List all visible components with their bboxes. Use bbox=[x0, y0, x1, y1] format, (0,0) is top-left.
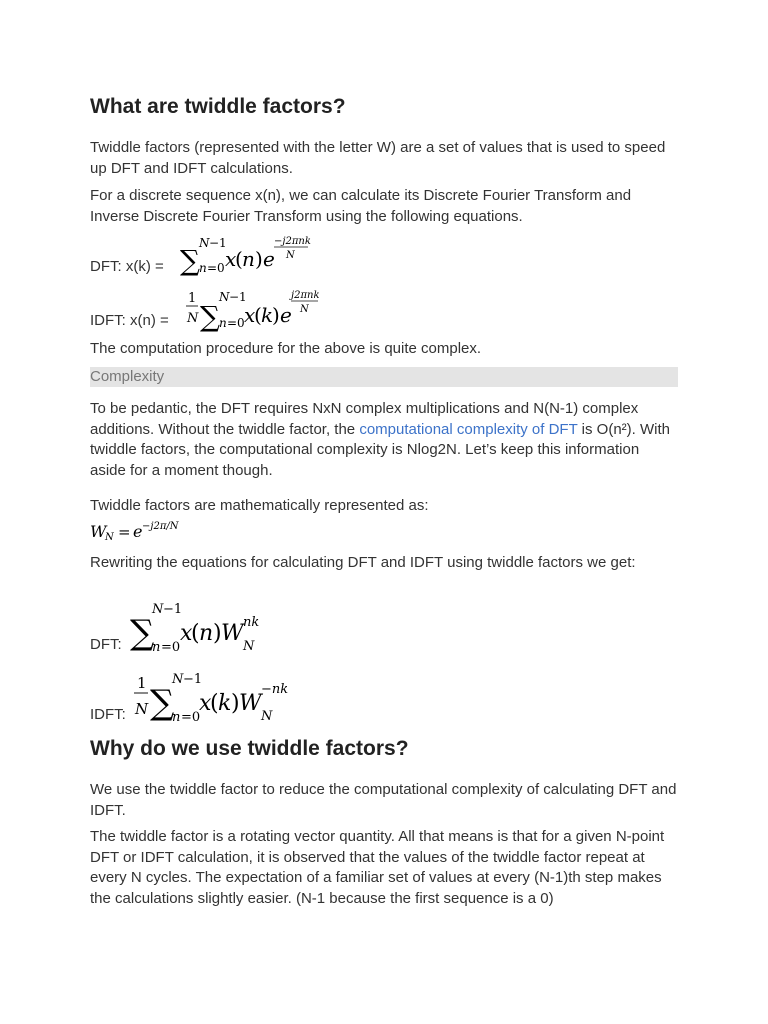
complexity-text-after: is O(n²). With twiddle factors, the computational complexity is Nlog2N. Let’s keep this information aside for a moment though. bbox=[90, 420, 670, 479]
svg-text:−1: −1 bbox=[163, 602, 183, 617]
svg-text:−j2π/N: −j2π/N bbox=[142, 521, 179, 532]
svg-text:∑: ∑ bbox=[180, 244, 200, 277]
svg-text:n: n bbox=[199, 621, 214, 646]
complexity-remark: The computation procedure for the above is quite complex. bbox=[90, 340, 482, 357]
twiddle-factor-formula bbox=[90, 517, 210, 543]
svg-text:1: 1 bbox=[137, 674, 147, 692]
svg-text:): ) bbox=[231, 691, 240, 716]
svg-text:n: n bbox=[242, 247, 255, 271]
svg-text:): ) bbox=[213, 621, 222, 646]
computational-complexity-link[interactable]: computational complexity of DFT bbox=[359, 420, 578, 438]
svg-text:nk: nk bbox=[243, 615, 260, 630]
svg-text:N: N bbox=[152, 602, 164, 617]
svg-text:N: N bbox=[135, 700, 149, 718]
svg-text:): ) bbox=[255, 247, 263, 271]
svg-text:N: N bbox=[105, 532, 114, 543]
svg-text:n: n bbox=[152, 640, 161, 655]
svg-text:e: e bbox=[280, 303, 292, 327]
intro-paragraph: Twiddle factors (represented with the letter W) are a set of values that is used to speed up DFT and IDFT calculations. bbox=[90, 139, 666, 177]
svg-text:n: n bbox=[219, 316, 227, 330]
svg-text:n: n bbox=[172, 710, 181, 725]
heading-why-use-twiddle-factors: Why do we use twiddle factors? bbox=[90, 737, 409, 760]
svg-text:=: = bbox=[118, 523, 131, 541]
rewriting-paragraph: Rewriting the equations for calculating DFT and IDFT using twiddle factors we get: bbox=[90, 554, 636, 571]
svg-text:x: x bbox=[225, 247, 237, 271]
svg-text:N: N bbox=[261, 709, 273, 724]
svg-text:−1: −1 bbox=[183, 672, 203, 687]
svg-text:W: W bbox=[239, 691, 262, 716]
svg-text:N: N bbox=[219, 290, 230, 304]
complexity-section-label: Complexity bbox=[90, 368, 165, 385]
svg-text:k: k bbox=[261, 303, 274, 327]
svg-text:e: e bbox=[263, 247, 275, 271]
svg-text:=0: =0 bbox=[207, 261, 225, 275]
svg-text:): ) bbox=[272, 303, 280, 327]
svg-text:(: ( bbox=[235, 247, 243, 271]
dft-twiddle-formula-image bbox=[128, 598, 348, 656]
idft-equation-label: IDFT: x(n) = bbox=[90, 312, 169, 329]
representation-paragraph: Twiddle factors are mathematically represented as: bbox=[90, 497, 429, 514]
svg-text:x: x bbox=[199, 691, 212, 716]
svg-text:(: ( bbox=[254, 303, 262, 327]
svg-text:e: e bbox=[133, 522, 143, 541]
svg-text:−nk: −nk bbox=[261, 682, 289, 697]
svg-text:1: 1 bbox=[188, 291, 197, 306]
rotating-vector-paragraph: The twiddle factor is a rotating vector quantity. All that means is that for a given N-point DFT or IDFT calculation, it is observed that the values of the twiddle factor repeat at every N cycles. The expectation of a familiar set of values at every (N-1)th step makes the calculations slightly easier. (N-1 because the first sequence is a 0) bbox=[90, 828, 665, 907]
svg-text:n: n bbox=[199, 261, 207, 275]
svg-text:=0: =0 bbox=[227, 316, 245, 330]
complexity-text-before: To be pedantic, the DFT requires NxN complex multiplications and N(N-1) complex additions. Without the twiddle factor, the bbox=[90, 400, 639, 438]
complexity-paragraph bbox=[90, 399, 678, 481]
svg-text:W: W bbox=[221, 621, 244, 646]
svg-text:k: k bbox=[218, 691, 232, 716]
svg-text:N: N bbox=[172, 672, 184, 687]
svg-text:−1: −1 bbox=[229, 290, 247, 304]
svg-text:−j2πnk: −j2πnk bbox=[274, 236, 311, 247]
idft-twiddle-formula-image bbox=[134, 664, 354, 726]
svg-text:x: x bbox=[244, 303, 256, 327]
svg-text:∑: ∑ bbox=[130, 613, 155, 653]
dft-twiddle-label: DFT: bbox=[90, 636, 122, 653]
dft-formula-image bbox=[178, 230, 398, 278]
idft-twiddle-label: IDFT: bbox=[90, 706, 126, 723]
svg-text:∑: ∑ bbox=[200, 300, 220, 332]
svg-text:=0: =0 bbox=[181, 710, 201, 725]
idft-formula-image bbox=[186, 284, 406, 332]
svg-text:(: ( bbox=[191, 621, 200, 646]
complexity-section-bar bbox=[90, 367, 678, 387]
svg-text:W: W bbox=[90, 522, 107, 541]
svg-text:j2πnk: j2πnk bbox=[291, 290, 320, 301]
svg-text:∑: ∑ bbox=[150, 683, 175, 723]
heading-what-are-twiddle-factors: What are twiddle factors? bbox=[90, 95, 346, 118]
svg-text:N: N bbox=[243, 639, 255, 654]
svg-text:(: ( bbox=[210, 691, 219, 716]
svg-text:N: N bbox=[199, 236, 210, 250]
why-paragraph: We use the twiddle factor to reduce the computational complexity of calculating DFT and IDFT. bbox=[90, 781, 677, 819]
svg-text:=0: =0 bbox=[161, 640, 181, 655]
svg-text:x: x bbox=[180, 621, 193, 646]
svg-text:N: N bbox=[300, 304, 309, 315]
svg-text:N: N bbox=[286, 250, 295, 261]
svg-text:N: N bbox=[187, 311, 199, 326]
equations-intro-paragraph: For a discrete sequence x(n), we can calculate its Discrete Fourier Transform and Inverse Discrete Fourier Transform using the following equations. bbox=[90, 187, 632, 225]
dft-equation-label: DFT: x(k) = bbox=[90, 258, 164, 275]
svg-text:−1: −1 bbox=[209, 236, 227, 250]
